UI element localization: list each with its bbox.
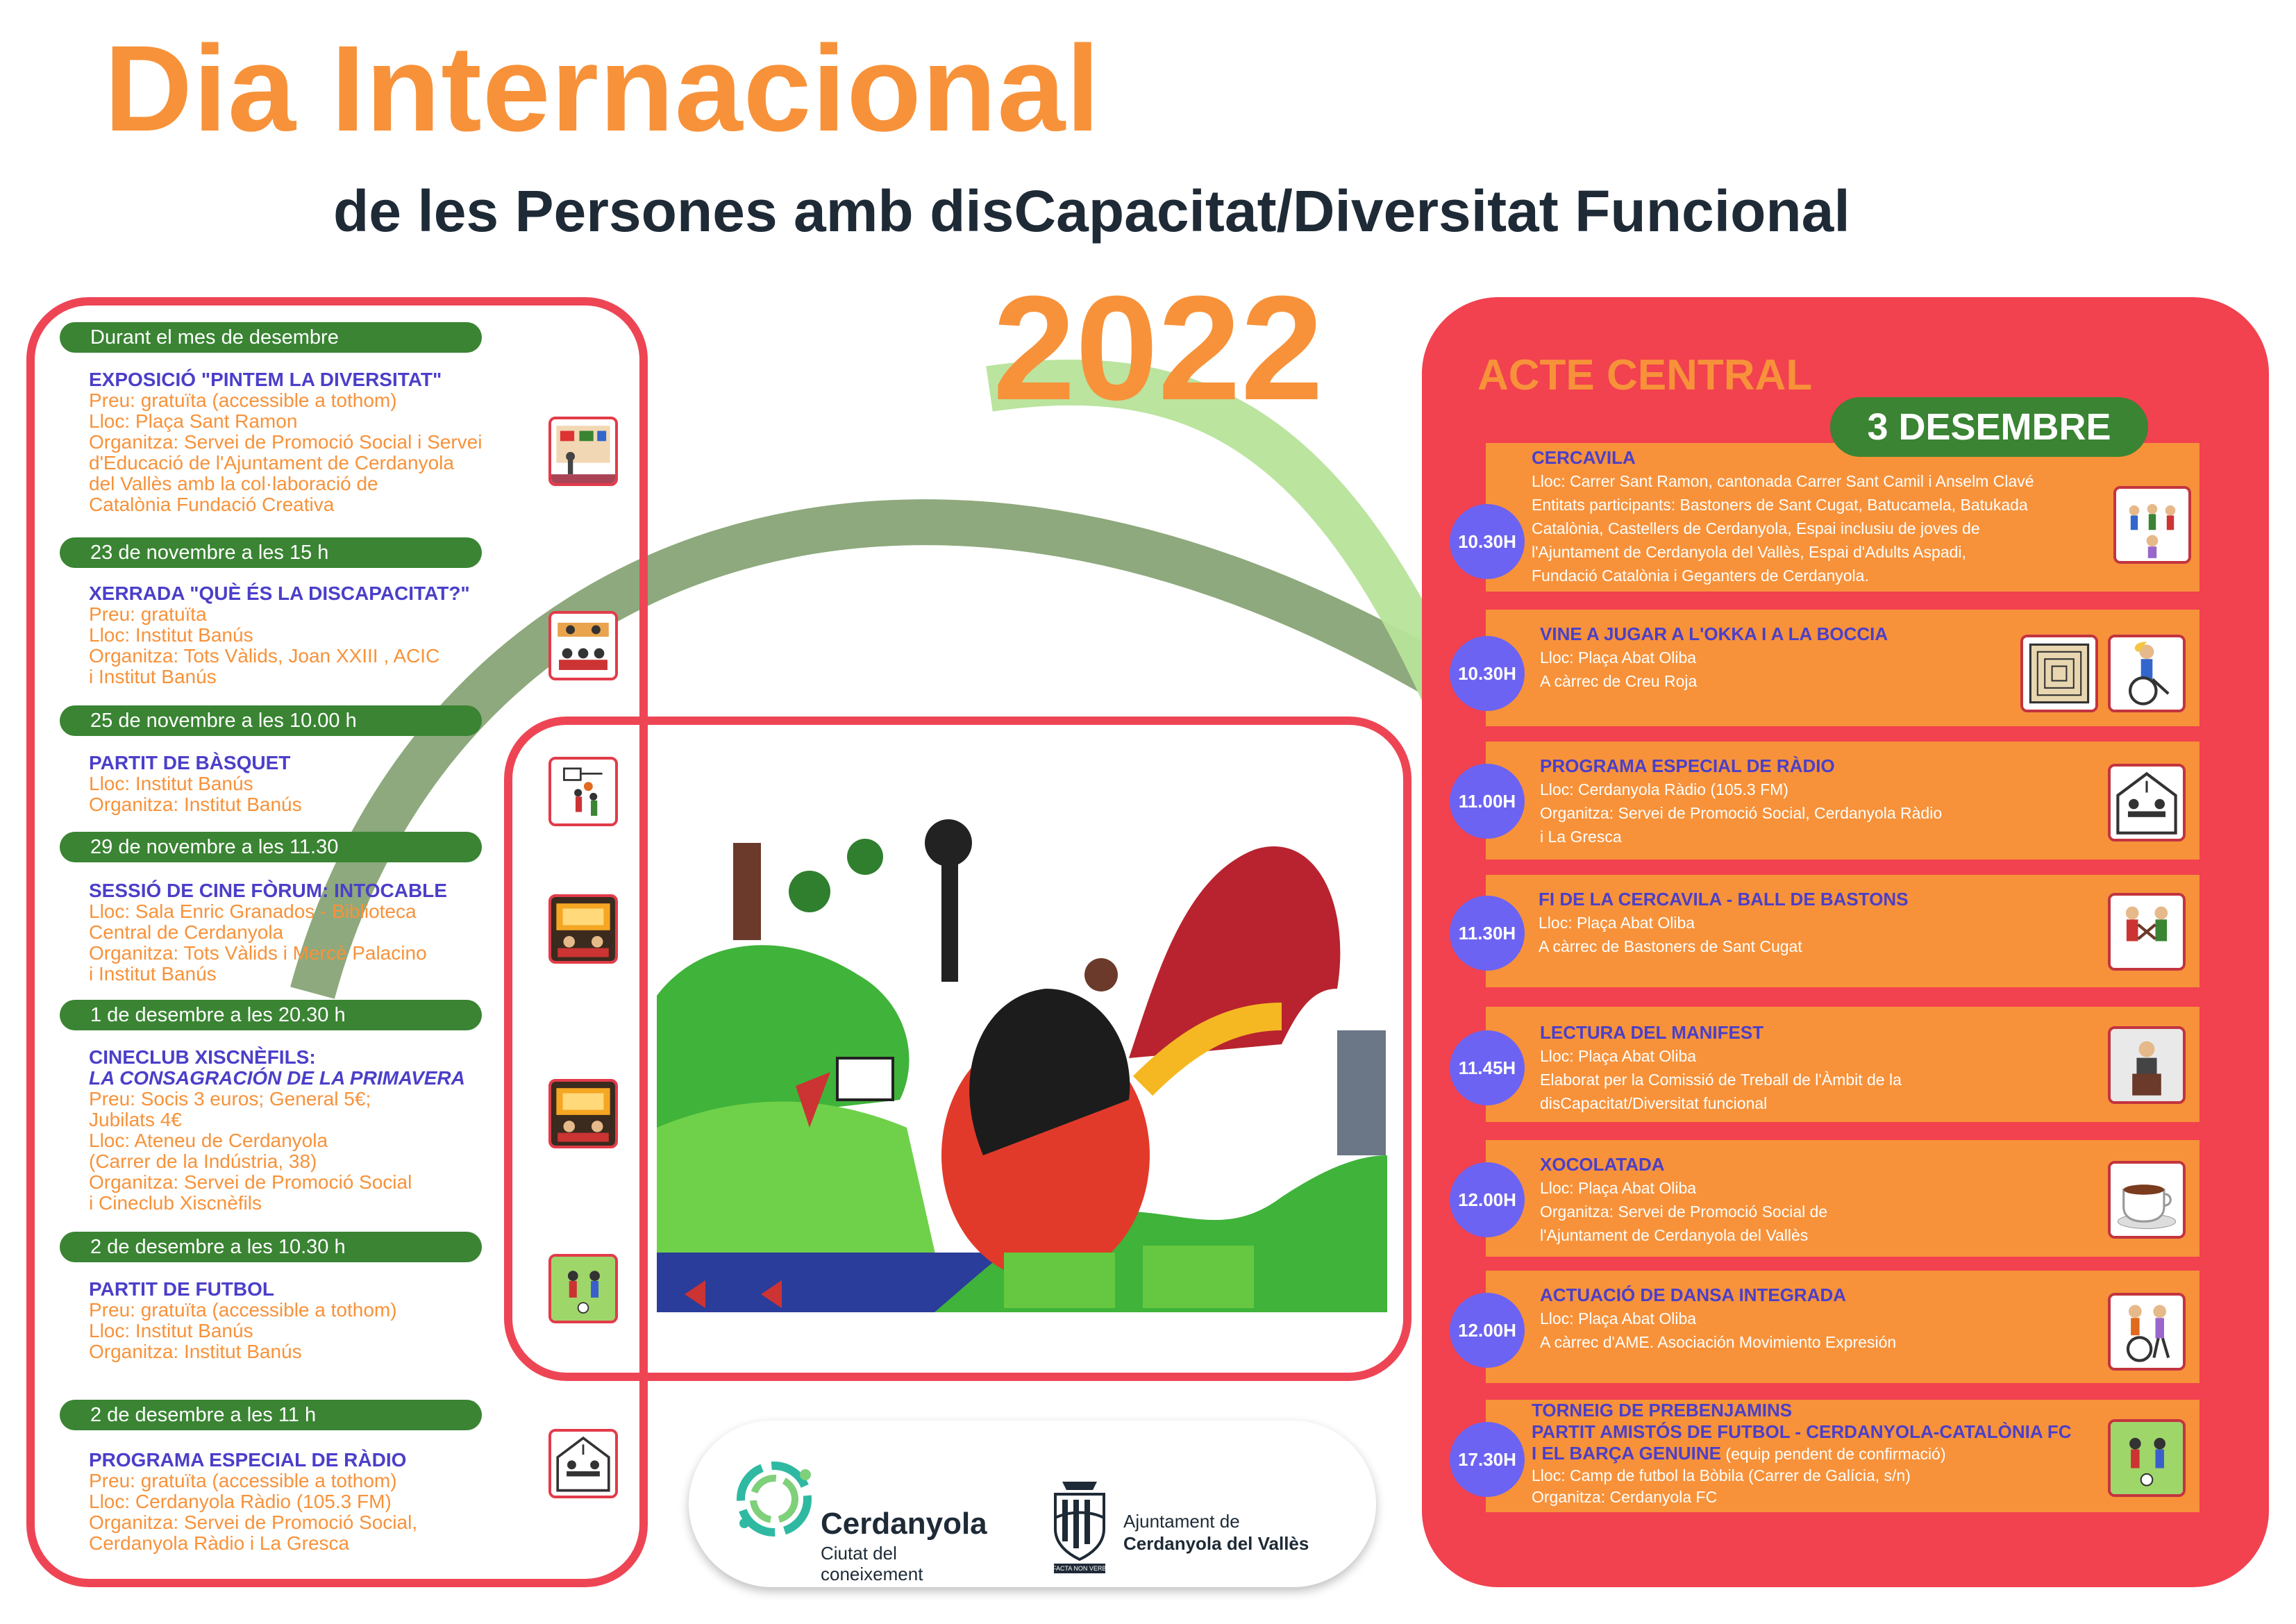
- exhibition-icon: [548, 417, 618, 486]
- activity-details: [1539, 887, 1909, 958]
- activity-subtitle: PARTIT AMISTÓS DE FUTBOL - CERDANYOLA-CATALÒNIA FC: [1532, 1421, 2072, 1442]
- event-date-pill: 1 de desembre a les 20.30 h: [60, 1000, 482, 1030]
- event-title: PARTIT DE FUTBOL: [89, 1278, 275, 1300]
- radio-icon: [548, 1429, 618, 1498]
- event-line: Preu: Socis 3 euros; General 5€;: [89, 1088, 371, 1110]
- event-title: XERRADA "QUÈ ÉS LA DISCAPACITAT?": [89, 583, 470, 604]
- activity-line: Lloc: Plaça Abat Oliba: [1540, 1047, 1697, 1065]
- event-line: Organitza: Servei de Promoció Social: [89, 1171, 412, 1193]
- event-line: Lloc: Sala Enric Granados - Biblioteca: [89, 901, 417, 922]
- event-line: Lloc: Institut Banús: [89, 1320, 253, 1341]
- event-title: EXPOSICIÓ "PINTEM LA DIVERSITAT": [89, 369, 442, 390]
- activity-details: [1540, 754, 1942, 848]
- activity-line: l'Ajuntament de Cerdanyola del Vallès: [1540, 1226, 1809, 1244]
- wheelchair-icon: [2108, 635, 2186, 712]
- event-line: Organitza: Institut Banús: [89, 1341, 302, 1362]
- activity-details: [1540, 1153, 1827, 1247]
- stick-dance-icon: [2108, 893, 2186, 971]
- event-line: Organitza: Institut Banús: [89, 794, 302, 815]
- board-game-icon: [2020, 635, 2098, 712]
- event-details: [89, 583, 547, 687]
- activity-note: (equip pendent de confirmació): [1721, 1445, 1946, 1463]
- event-line: Organitza: Servei de Promoció Social i Servei: [89, 431, 483, 453]
- event-date-pill: 25 de novembre a les 10.00 h: [60, 705, 482, 736]
- parade-icon: [2113, 486, 2191, 564]
- cerdanyola-logo-tagline: Ciutat del coneixement: [821, 1543, 923, 1584]
- activity-time: 10.30H: [1450, 504, 1525, 579]
- central-date-badge: 3 DESEMBRE: [1830, 397, 2148, 457]
- event-line: Lloc: Ateneu de Cerdanyola: [89, 1130, 328, 1151]
- event-line: i Cineclub Xiscnèfils: [89, 1192, 262, 1214]
- event-line: i Institut Banús: [89, 963, 217, 985]
- central-act-heading: ACTE CENTRAL: [1477, 351, 1813, 399]
- activity-time: 17.30H: [1450, 1422, 1525, 1497]
- ajuntament-shield-logo: [1048, 1476, 1111, 1577]
- event-line: Lloc: Institut Banús: [89, 773, 253, 794]
- ajuntament-logo-line1: Ajuntament de: [1123, 1511, 1240, 1532]
- activity-line: Lloc: Cerdanyola Ràdio (105.3 FM): [1540, 780, 1788, 798]
- event-line: d'Educació de l'Ajuntament de Cerdanyola: [89, 452, 454, 474]
- event-line: Preu: gratuïta (accessible a tothom): [89, 1470, 397, 1491]
- activity-details: [1532, 1400, 2072, 1508]
- activity-details: [1540, 1283, 1896, 1354]
- shield-motto: FACTA NON VERBA: [1053, 1565, 1111, 1572]
- activity-line: A càrrec de Creu Roja: [1540, 672, 1698, 690]
- activity-line: Lloc: Plaça Abat Oliba: [1540, 1179, 1697, 1197]
- event-details: [89, 753, 547, 815]
- activity-time: 12.00H: [1450, 1293, 1525, 1368]
- event-line: Central de Cerdanyola: [89, 921, 284, 943]
- event-title: CINECLUB XISCNÈFILS:: [89, 1046, 316, 1068]
- speaker-icon: [2108, 1026, 2186, 1104]
- event-line: Organitza: Tots Vàlids i Mercè Palacino: [89, 942, 427, 964]
- activity-time: 11.00H: [1450, 764, 1525, 839]
- event-details: [89, 880, 547, 985]
- event-line: i Institut Banús: [89, 666, 217, 687]
- activity-line: Lloc: Plaça Abat Oliba: [1539, 914, 1695, 932]
- event-line: Lloc: Cerdanyola Ràdio (105.3 FM): [89, 1491, 392, 1512]
- activity-time: 10.30H: [1450, 636, 1525, 711]
- event-details: [89, 1279, 547, 1362]
- activity-title: TORNEIG DE PREBENJAMINS: [1532, 1400, 1793, 1421]
- event-line: Organitza: Tots Vàlids, Joan XXIII , ACIC: [89, 645, 440, 667]
- event-line: Cerdanyola Ràdio i La Gresca: [89, 1532, 350, 1554]
- activity-details: [1540, 1021, 1902, 1115]
- cerdanyola-logo-name: Cerdanyola: [821, 1507, 987, 1541]
- event-date-pill: 2 de desembre a les 11 h: [60, 1400, 482, 1430]
- event-line: (Carrer de la Indústria, 38): [89, 1150, 317, 1172]
- children-drawing: [657, 767, 1387, 1312]
- event-line: Organitza: Servei de Promoció Social,: [89, 1512, 418, 1533]
- event-date-pill: 23 de novembre a les 15 h: [60, 537, 482, 568]
- event-details: [89, 1450, 547, 1554]
- activity-line: Lloc: Plaça Abat Oliba: [1540, 1309, 1697, 1328]
- activity-line: Elaborat per la Comissió de Treball de l'Àmbit de la: [1540, 1071, 1902, 1089]
- activity-time: 11.45H: [1450, 1030, 1525, 1105]
- event-line: Catalònia Fundació Creativa: [89, 494, 335, 515]
- activity-title: ACTUACIÓ DE DANSA INTEGRADA: [1540, 1284, 1847, 1305]
- event-line: Preu: gratuïta: [89, 603, 207, 625]
- activity-line: i La Gresca: [1540, 828, 1622, 846]
- activity-line: Fundació Catalònia i Geganters de Cerdanyola.: [1532, 567, 1869, 585]
- activity-line: Organitza: Servei de Promoció Social de: [1540, 1203, 1828, 1221]
- activity-title: FI DE LA CERCAVILA - BALL DE BASTONS: [1539, 889, 1909, 910]
- radio-icon: [2108, 764, 2186, 842]
- activity-line: A càrrec de Bastoners de Sant Cugat: [1539, 937, 1802, 955]
- event-subtitle: LA CONSAGRACIÓN DE LA PRIMAVERA: [89, 1067, 465, 1089]
- event-date-pill: 2 de desembre a les 10.30 h: [60, 1232, 482, 1262]
- activity-title: XOCOLATADA: [1540, 1154, 1665, 1175]
- event-details: [89, 369, 547, 515]
- cerdanyola-logo-icon: [729, 1454, 819, 1544]
- activity-time: 12.00H: [1450, 1162, 1525, 1237]
- activity-title: VINE A JUGAR A L'OKKA I A LA BOCCIA: [1540, 623, 1888, 644]
- activity-line: disCapacitat/Diversitat funcional: [1540, 1094, 1768, 1112]
- event-title: PARTIT DE BÀSQUET: [89, 752, 291, 773]
- activity-details: [1540, 622, 1888, 693]
- talk-icon: [548, 611, 618, 680]
- activity-title: LECTURA DEL MANIFEST: [1540, 1022, 1764, 1043]
- page-title: Dia Internacional: [104, 21, 1101, 157]
- event-line: Preu: gratuïta (accessible a tothom): [89, 1299, 397, 1321]
- activity-subtitle: I EL BARÇA GENUINE: [1532, 1443, 1722, 1464]
- football-icon: [2108, 1419, 2186, 1497]
- activity-line: Organitza: Servei de Promoció Social, Cerdanyola Ràdio: [1540, 804, 1943, 822]
- event-line: Lloc: Institut Banús: [89, 624, 253, 646]
- event-date-pill: 29 de novembre a les 11.30: [60, 832, 482, 862]
- activity-line: A càrrec d'AME. Asociación Movimiento Expresión: [1540, 1333, 1897, 1351]
- activity-line: Catalònia, Castellers de Cerdanyola, Espai inclusiu de joves de: [1532, 519, 1980, 537]
- chocolate-cup-icon: [2108, 1161, 2186, 1239]
- year-label: 2022: [993, 265, 1324, 431]
- activity-time: 11.30H: [1450, 896, 1525, 971]
- event-line: Lloc: Plaça Sant Ramon: [89, 410, 298, 432]
- event-details: [89, 1047, 547, 1214]
- dance-icon: [2108, 1293, 2186, 1371]
- event-line: Jubilats 4€: [89, 1109, 182, 1130]
- activity-line: Entitats participants: Bastoners de Sant Cugat, Batucamela, Batukada: [1532, 496, 2028, 514]
- activity-line: Lloc: Plaça Abat Oliba: [1540, 648, 1697, 667]
- activity-title: CERCAVILA: [1532, 447, 1636, 468]
- event-title: SESSIÓ DE CINE FÒRUM: INTOCABLE: [89, 880, 447, 901]
- activity-line: Organitza: Cerdanyola FC: [1532, 1488, 1718, 1506]
- activity-line: l'Ajuntament de Cerdanyola del Vallès, Espai d'Adults Aspadi,: [1532, 543, 1966, 561]
- activity-line: Lloc: Camp de futbol la Bòbila (Carrer de Galícia, s/n): [1532, 1466, 1911, 1484]
- event-line: del Vallès amb la col·laboració de: [89, 473, 378, 494]
- activity-line: Lloc: Carrer Sant Ramon, cantonada Carrer Sant Camil i Anselm Clavé: [1532, 472, 2034, 490]
- activity-title: PROGRAMA ESPECIAL DE RÀDIO: [1540, 755, 1835, 776]
- event-title: PROGRAMA ESPECIAL DE RÀDIO: [89, 1449, 407, 1471]
- page-subtitle: de les Persones amb disCapacitat/Diversitat Funcional: [333, 178, 1850, 244]
- activity-details: [1532, 446, 2034, 587]
- ajuntament-logo-line2: Cerdanyola del Vallès: [1123, 1533, 1309, 1554]
- event-line: Preu: gratuïta (accessible a tothom): [89, 390, 397, 411]
- event-date-pill: Durant el mes de desembre: [60, 322, 482, 353]
